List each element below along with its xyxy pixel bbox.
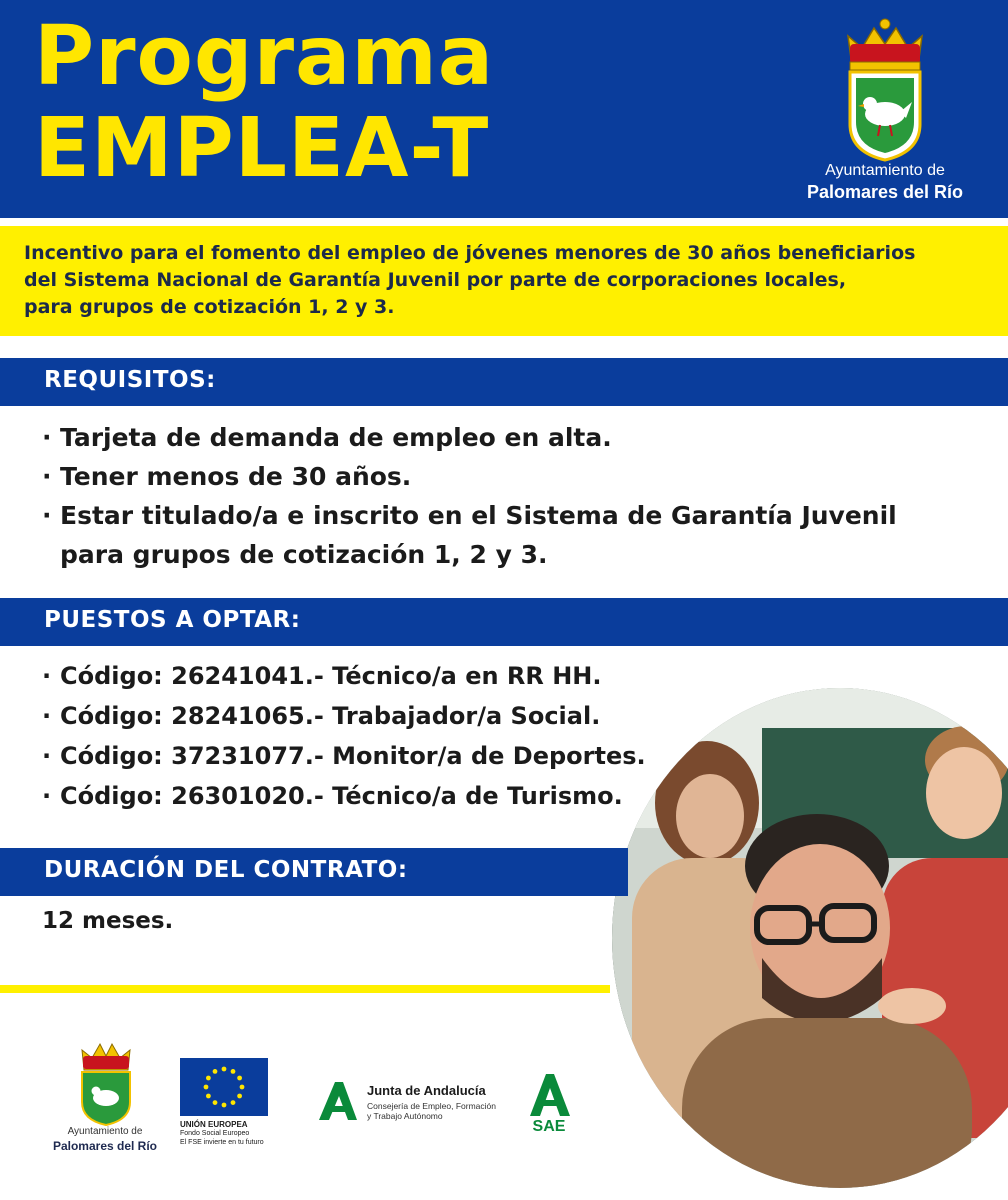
eu-logo: [180, 1058, 290, 1158]
eu-stars-icon: [180, 1058, 268, 1116]
eu-line3: El FSE invierte en tu futuro: [180, 1139, 264, 1146]
list-item: · Tener menos de 30 años.: [42, 457, 897, 496]
people-photo: [612, 688, 1008, 1188]
title-line-2: EMPLEA-T: [34, 101, 490, 196]
crest-icon: [50, 1040, 160, 1126]
intro-band: [0, 226, 1008, 336]
sae-logo: [524, 1072, 580, 1138]
list-item: · Estar titulado/a e inscrito en el Sistema de Garantía Juvenil: [42, 496, 897, 535]
header-banner: [0, 0, 1008, 218]
sae-a-icon: [524, 1072, 574, 1118]
junta-line3: y Trabajo Autónomo: [367, 1111, 443, 1121]
duracion-section-bar: [0, 848, 628, 896]
requisitos-list: [42, 418, 897, 574]
puestos-section-bar: [0, 598, 1008, 646]
photo-illustration: [612, 688, 1008, 1188]
junta-a-icon: [315, 1078, 361, 1124]
puestos-heading: PUESTOS A OPTAR:: [44, 607, 301, 633]
crest-caption-line2: Palomares del Río: [806, 182, 964, 202]
requisitos-heading: REQUISITOS:: [44, 367, 216, 393]
list-item: · Código: 28241065.- Trabajador/a Social.: [42, 696, 646, 736]
list-item: · Tarjeta de demanda de empleo en alta.: [42, 418, 897, 457]
intro-line-1: Incentivo para el fomento del empleo de jóvenes menores de 30 años beneficiarios: [24, 242, 916, 264]
yellow-divider: [0, 985, 610, 993]
sae-label: SAE: [532, 1118, 566, 1135]
municipal-crest: [800, 14, 970, 214]
list-item: · Código: 26241041.- Técnico/a en RR HH.: [42, 656, 646, 696]
junta-line2: Consejería de Empleo, Formación: [367, 1101, 496, 1111]
list-item-continuation: [42, 535, 897, 574]
eu-line1: UNIÓN EUROPEA: [180, 1120, 248, 1129]
title-line-1: Programa: [34, 9, 495, 104]
crest-icon: [800, 14, 970, 162]
list-item: · Código: 26301020.- Técnico/a de Turismo.: [42, 776, 646, 816]
duracion-heading: DURACIÓN DEL CONTRATO:: [44, 857, 408, 883]
puestos-list: [42, 656, 646, 816]
intro-line-3: para grupos de cotización 1, 2 y 3.: [24, 296, 395, 318]
duracion-value: 12 meses.: [42, 908, 174, 934]
list-item-continuation-text: para grupos de cotización 1, 2 y 3.: [60, 540, 548, 569]
crest-caption-line1: Ayuntamiento de: [825, 162, 945, 179]
header-divider: [0, 218, 1008, 226]
eu-line2: Fondo Social Europeo: [180, 1130, 250, 1137]
intro-text: [24, 240, 999, 321]
eu-flag-icon: [180, 1058, 268, 1116]
list-item: · Código: 37231077.- Monitor/a de Deportes.: [42, 736, 646, 776]
junta-line1: Junta de Andalucía: [367, 1083, 486, 1098]
junta-andalucia-logo: [315, 1078, 515, 1128]
intro-line-2: del Sistema Nacional de Garantía Juvenil por parte de corporaciones locales,: [24, 269, 847, 291]
footer-crest-line1: Ayuntamiento de: [67, 1126, 143, 1137]
requisitos-section-bar: [0, 358, 1008, 406]
footer-crest-line2: Palomares del Río: [52, 1139, 158, 1153]
footer-municipal-crest: [50, 1040, 160, 1160]
